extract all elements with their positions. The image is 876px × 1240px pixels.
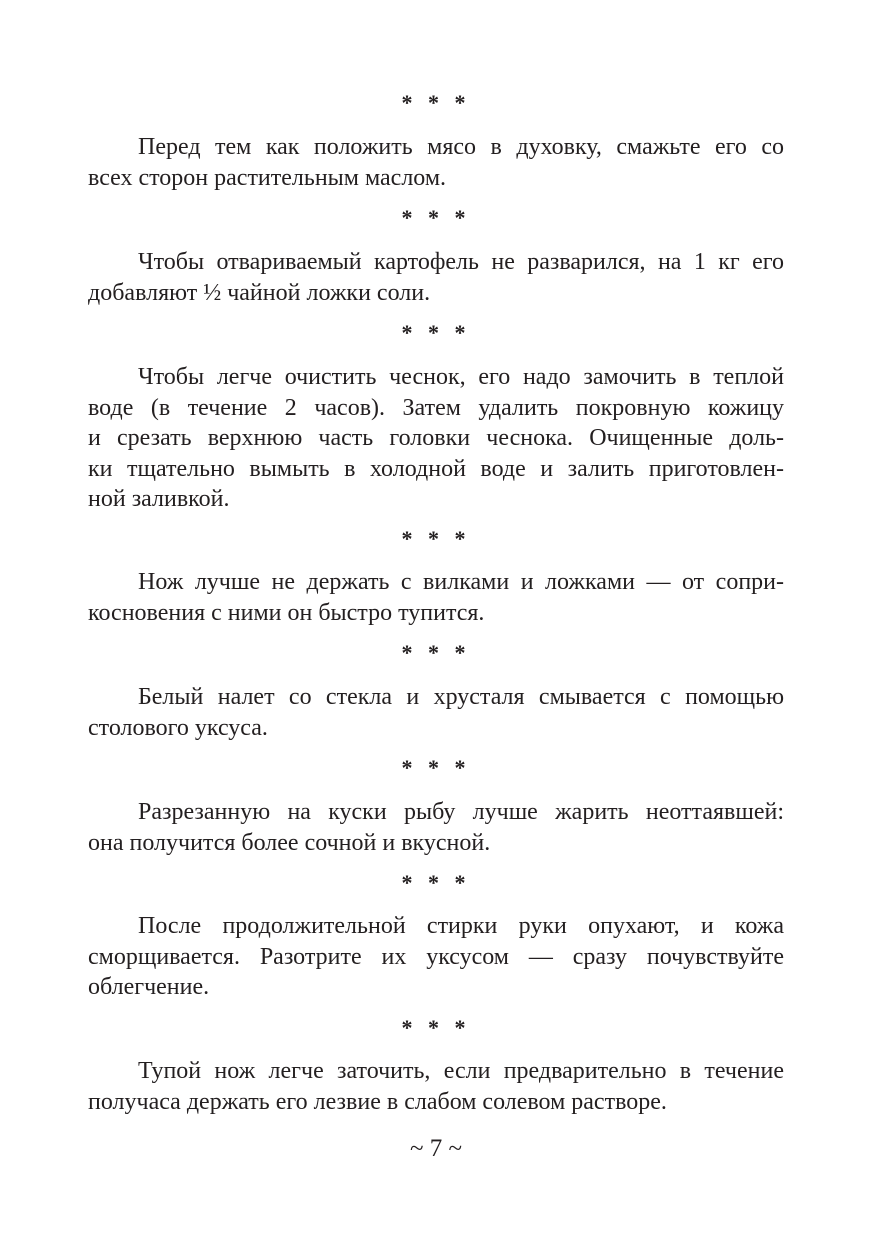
book-page [88,0,784,1240]
text-line: Нож лучше не держать с вилками и ложками — от сопри- [138,569,784,595]
text-line: ки тщательно вымыть в холодной воде и залить приготовлен- [88,455,784,482]
tip-paragraph [88,682,784,743]
section-separator: * * * [401,755,471,780]
tip-paragraph [88,1056,784,1117]
section-separator: * * * [401,90,471,115]
text-line: После продолжительной стирки руки опухают, и кожа [138,913,784,939]
tip-paragraph [88,797,784,858]
text-line: Чтобы отвариваемый картофель не разварился, на 1 кг его [138,249,784,275]
text-line: Перед тем как положить мясо в духовку, смажьте его со [138,134,784,160]
tip-paragraph [88,132,784,193]
section-separator: * * * [401,526,471,551]
text-line: Чтобы легче очистить чеснок, его надо замочить в теплой [138,364,784,390]
text-line: косновения с ними он быстро тупится. [88,599,485,626]
text-line: и срезать верхнюю часть головки чеснока. Очищенные доль- [88,425,784,451]
section-separator: * * * [401,320,471,345]
section-separator: * * * [401,640,471,665]
tip-paragraph [88,247,784,308]
tip-paragraph [88,567,784,628]
section-separator: * * * [401,205,471,230]
text-line: она получится более сочной и вкусной. [88,829,491,856]
text-line: всех сторон растительным маслом. [88,164,447,191]
text-line: сморщивается. Разотрите их уксусом — сразу почувствуйте [88,943,784,970]
text-line: Разрезанную на куски рыбу лучше жарить неоттаявшей: [138,799,784,825]
text-line: Тупой нож легче заточить, если предварительно в течение [138,1058,784,1084]
text-line: столового уксуса. [88,714,268,741]
text-line: воде (в течение 2 часов). Затем удалить покровную кожицу [88,394,784,421]
text-line: получаса держать его лезвие в слабом солевом растворе. [88,1088,667,1115]
page-number: ~ 7 ~ [409,1135,463,1162]
text-line: облегчение. [88,974,210,1000]
section-separator: * * * [401,1015,471,1040]
text-line: добавляют ½ чайной ложки соли. [88,279,431,306]
section-separator: * * * [401,870,471,895]
tip-paragraph [88,911,784,1003]
text-line: ной заливкой. [88,486,230,512]
tip-paragraph [88,362,784,515]
text-line: Белый налет со стекла и хрусталя смывается с помощью [138,684,784,710]
